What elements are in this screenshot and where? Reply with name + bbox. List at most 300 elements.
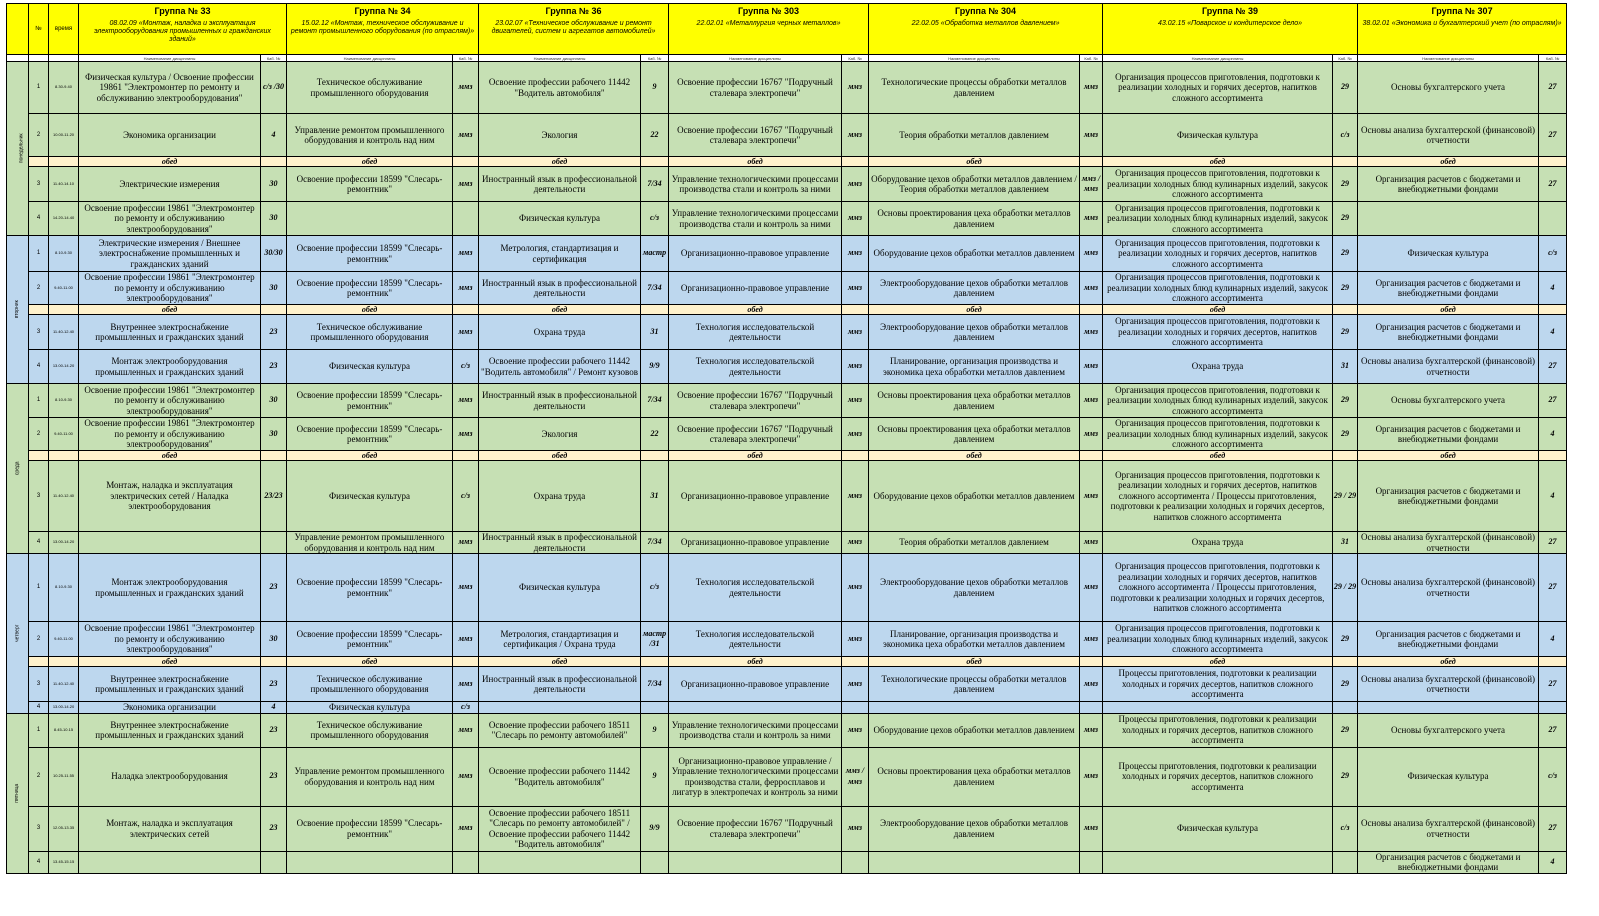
subject-cell: Организация процессов приготовления, подготовки к реализации холодных и горячих десертов, напитков сложного ассортимента / Процессы приготовления, подготовки к реализации холодных и горячих десертов, напитков сложного ассортимента: [1103, 461, 1333, 532]
lesson-number: 2: [29, 272, 49, 305]
room-cell: ммз: [1080, 747, 1103, 806]
subject-cell: Освоение профессии 18599 "Слесарь-ремонтник": [287, 167, 453, 202]
subject-cell: Управление ремонтом промышленного оборудования и контроль над ним: [287, 114, 453, 157]
subject-cell: Освоение профессии 19861 "Электромонтер по ремонту и обслуживанию электрооборудования": [79, 418, 261, 451]
subject-cell: Управление ремонтом промышленного оборудования и контроль над ним: [287, 747, 453, 806]
room-cell: 29: [1333, 713, 1358, 747]
room-cell: ммз: [842, 622, 869, 657]
subject-cell: Освоение профессии 16767 "Подручный сталевара электропечи": [669, 384, 842, 418]
room-cell: [641, 702, 669, 714]
lesson-time: 13.45-15.15: [49, 851, 79, 873]
lesson-time: 8.10-9.30: [49, 236, 79, 272]
room-cell: мастр: [641, 236, 669, 272]
lunch-room-cell: [641, 157, 669, 167]
subject-cell: Внутреннее электроснабжение промышленных и гражданских зданий: [79, 667, 261, 702]
room-cell: ммз: [1080, 272, 1103, 305]
subject-cell: Организация процессов приготовления, подготовки к реализации холодных блюд кулинарных изделий, закусок сложного ассортимента: [1103, 622, 1333, 657]
room-cell: с/з: [453, 702, 479, 714]
subject-cell: Оборудование цехов обработки металлов давлением: [869, 713, 1080, 747]
lesson-row: [7, 418, 1567, 451]
subheader-subject: Наименование дисциплины: [479, 55, 641, 62]
lunch-room-cell: [453, 305, 479, 315]
subject-cell: Основы проектирования цеха обработки металлов давлением: [869, 747, 1080, 806]
subject-cell: [79, 532, 261, 554]
subject-cell: Организация расчетов с бюджетами и внебюджетными фондами: [1358, 461, 1539, 532]
lunch-room-cell: [842, 157, 869, 167]
lunch-room-cell: [1539, 657, 1567, 667]
subject-cell: Физическая культура: [1103, 114, 1333, 157]
group-header-36: [479, 4, 669, 55]
subject-cell: Организация процессов приготовления, подготовки к реализации холодных блюд кулинарных изделий, закусок сложного ассортимента: [1103, 167, 1333, 202]
lunch-room-cell: [1539, 451, 1567, 461]
subject-cell: Физическая культура: [287, 350, 453, 384]
room-cell: с/з: [641, 554, 669, 622]
lunch-room-cell: [261, 157, 287, 167]
room-cell: ммз: [453, 62, 479, 114]
subject-cell: Освоение профессии 18599 "Слесарь-ремонтник": [287, 384, 453, 418]
group-specialty: 23.02.07 «Техническое обслуживание и ремонт двигателей, систем и агрегатов автомобилей»: [491, 20, 656, 35]
lunch-room-cell: [641, 451, 669, 461]
lesson-row: [7, 713, 1567, 747]
lesson-row: [7, 851, 1567, 873]
room-cell: 9: [641, 747, 669, 806]
lunch-cell: обед: [287, 451, 453, 461]
room-cell: ммз: [1080, 461, 1103, 532]
room-cell: 27: [1539, 114, 1567, 157]
group-specialty: 15.02.12 «Монтаж, техническое обслуживание и ремонт промышленного оборудования (по отраслям)»: [290, 20, 475, 35]
subject-cell: Организация процессов приготовления, подготовки к реализации холодных и горячих десертов, напитков сложного ассортимента: [1103, 315, 1333, 350]
room-cell: 23: [261, 315, 287, 350]
subject-cell: Монтаж электрооборудования промышленных и гражданских зданий: [79, 554, 261, 622]
room-cell: ммз: [1080, 532, 1103, 554]
lunch-room-cell: [1333, 305, 1358, 315]
lesson-row: [7, 384, 1567, 418]
room-cell: 27: [1539, 554, 1567, 622]
lunch-room-cell: [641, 305, 669, 315]
subject-cell: Монтаж электрооборудования промышленных и гражданских зданий: [79, 350, 261, 384]
room-cell: [641, 851, 669, 873]
subject-cell: Технологические процессы обработки металлов давлением: [869, 667, 1080, 702]
room-cell: 4: [261, 114, 287, 157]
lesson-row: [7, 532, 1567, 554]
lunch-cell: обед: [79, 657, 261, 667]
lunch-cell: обед: [287, 657, 453, 667]
subject-cell: Освоение профессии 18599 "Слесарь-ремонтник": [287, 236, 453, 272]
subject-cell: Управление ремонтом промышленного оборудования и контроль над ним: [287, 532, 453, 554]
room-cell: 9: [641, 62, 669, 114]
room-cell: 29: [1333, 62, 1358, 114]
lunch-cell: обед: [287, 305, 453, 315]
lesson-time: 14.20-14.40: [49, 202, 79, 236]
subject-cell: Основы анализа бухгалтерской (финансовой) отчетности: [1358, 532, 1539, 554]
subject-cell: Метрология, стандартизация и сертификация: [479, 236, 641, 272]
subject-cell: Иностранный язык в профессиональной деятельности: [479, 272, 641, 305]
room-cell: ммз: [1080, 554, 1103, 622]
room-cell: ммз: [453, 114, 479, 157]
subject-cell: Освоение профессии 16767 "Подручный сталевара электропечи": [669, 62, 842, 114]
lesson-number: 4: [29, 702, 49, 714]
lunch-time: [49, 451, 79, 461]
subject-cell: Физическая культура: [479, 554, 641, 622]
lunch-cell: обед: [79, 305, 261, 315]
subject-cell: Управление технологическими процессами производства стали и контроль за ними: [669, 202, 842, 236]
lesson-row: [7, 622, 1567, 657]
room-cell: ммз: [1080, 62, 1103, 114]
lesson-time: 10.25-11.55: [49, 747, 79, 806]
room-cell: 31: [641, 315, 669, 350]
subheader-room: Каб. №: [1539, 55, 1567, 62]
subject-cell: Технология исследовательской деятельности: [669, 315, 842, 350]
lesson-row: [7, 272, 1567, 305]
subject-cell: [869, 851, 1080, 873]
subject-cell: Освоение профессии 19861 "Электромонтер по ремонту и обслуживанию электрооборудования": [79, 202, 261, 236]
lunch-cell: обед: [1358, 657, 1539, 667]
room-cell: ммз: [453, 622, 479, 657]
subject-cell: Экономика организации: [79, 702, 261, 714]
schedule-body: [7, 4, 1567, 874]
subject-cell: Организация процессов приготовления, подготовки к реализации холодных и горячих десертов, напитков сложного ассортимента / Процессы приготовления, подготовки к реализации холодных и горячих десертов, напитков сложного ассортимента: [1103, 554, 1333, 622]
subject-cell: Основы проектирования цеха обработки металлов давлением: [869, 418, 1080, 451]
lunch-room-cell: [261, 657, 287, 667]
room-cell: ммз: [842, 315, 869, 350]
subject-cell: Техническое обслуживание промышленного оборудования: [287, 315, 453, 350]
lunch-row: [7, 305, 1567, 315]
subject-cell: Наладка электрооборудования: [79, 747, 261, 806]
room-cell: ммз: [1080, 202, 1103, 236]
room-cell: 30: [261, 622, 287, 657]
subheader-room: Каб. №: [1080, 55, 1103, 62]
subject-cell: Электрические измерения: [79, 167, 261, 202]
day-label: понедельник: [18, 133, 25, 164]
subject-cell: Иностранный язык в профессиональной деятельности: [479, 167, 641, 202]
room-cell: ммз / ммз: [842, 747, 869, 806]
lesson-time: 8.45-10.15: [49, 713, 79, 747]
subject-cell: Организационно-правовое управление: [669, 532, 842, 554]
subject-cell: Освоение профессии рабочего 11442 "Водитель автомобиля": [479, 747, 641, 806]
room-cell: ммз: [1080, 806, 1103, 851]
room-cell: ммз: [453, 272, 479, 305]
subject-cell: Электрооборудование цехов обработки металлов давлением: [869, 806, 1080, 851]
subheader-row: [7, 55, 1567, 62]
subheader-room: Каб. №: [261, 55, 287, 62]
room-cell: ммз: [453, 554, 479, 622]
room-cell: ммз: [842, 272, 869, 305]
subject-cell: Управление технологическими процессами производства стали и контроль за ними: [669, 713, 842, 747]
room-cell: 7/34: [641, 667, 669, 702]
subject-cell: Освоение профессии 18599 "Слесарь-ремонтник": [287, 418, 453, 451]
subject-cell: Техническое обслуживание промышленного оборудования: [287, 62, 453, 114]
room-cell: [842, 851, 869, 873]
room-cell: 29: [1333, 747, 1358, 806]
subject-cell: Технология исследовательской деятельности: [669, 350, 842, 384]
lesson-time: 8.10-9.30: [49, 554, 79, 622]
lunch-time: [49, 657, 79, 667]
lunch-num: [29, 157, 49, 167]
room-cell: [453, 851, 479, 873]
lesson-number: 4: [29, 851, 49, 873]
room-cell: 23: [261, 667, 287, 702]
subject-cell: Организация процессов приготовления, подготовки к реализации холодных блюд кулинарных изделий, закусок сложного ассортимента: [1103, 384, 1333, 418]
lesson-number: 1: [29, 384, 49, 418]
group-header-307: [1358, 4, 1567, 55]
room-cell: 27: [1539, 667, 1567, 702]
lunch-cell: обед: [79, 157, 261, 167]
room-cell: ммз: [842, 461, 869, 532]
room-cell: 29 / 29: [1333, 461, 1358, 532]
subject-cell: Организационно-правовое управление: [669, 461, 842, 532]
subject-cell: Оборудование цехов обработки металлов давлением: [869, 236, 1080, 272]
room-cell: 29: [1333, 622, 1358, 657]
group-specialty: 08.02.09 «Монтаж, наладка и эксплуатация электрооборудования промышленных и гражданских зданий»: [94, 20, 271, 43]
lesson-number: 3: [29, 315, 49, 350]
room-cell: ммз: [842, 806, 869, 851]
subheader-subject: Наименование дисциплины: [869, 55, 1080, 62]
lunch-room-cell: [1333, 451, 1358, 461]
subheader-room: Каб. №: [1333, 55, 1358, 62]
room-cell: [842, 702, 869, 714]
lesson-time: 11.40-12.40: [49, 667, 79, 702]
lesson-row: [7, 747, 1567, 806]
room-cell: [1080, 851, 1103, 873]
room-cell: ммз: [842, 202, 869, 236]
room-cell: 4: [1539, 315, 1567, 350]
lesson-row: [7, 236, 1567, 272]
lunch-cell: обед: [669, 157, 842, 167]
subject-cell: Оборудование цехов обработки металлов давлением / Теория обработки металлов давлением: [869, 167, 1080, 202]
room-cell: 23: [261, 554, 287, 622]
room-cell: ммз: [453, 236, 479, 272]
group-specialty: 38.02.01 «Экономика и бухгалтерский учет (по отраслям)»: [1362, 20, 1562, 27]
lunch-cell: обед: [1358, 451, 1539, 461]
subject-cell: [869, 702, 1080, 714]
room-cell: ммз: [453, 418, 479, 451]
room-cell: 4: [1539, 622, 1567, 657]
lunch-room-cell: [1080, 657, 1103, 667]
room-cell: с/з: [453, 350, 479, 384]
subject-cell: Основы бухгалтерского учета: [1358, 384, 1539, 418]
subject-cell: Освоение профессии 16767 "Подручный сталевара электропечи": [669, 418, 842, 451]
lunch-cell: обед: [869, 657, 1080, 667]
subject-cell: Освоение профессии 18599 "Слесарь-ремонтник": [287, 806, 453, 851]
subject-cell: Освоение профессии рабочего 18511 "Слесарь по ремонту автомобилей" / Освоение профессии рабочего 11442 "Водитель автомобиля": [479, 806, 641, 851]
room-cell: 9/9: [641, 350, 669, 384]
subject-cell: Физическая культура: [1103, 806, 1333, 851]
group-title: Группа № 304: [954, 6, 1017, 16]
subject-cell: Основы анализа бухгалтерской (финансовой) отчетности: [1358, 806, 1539, 851]
schedule-table: [6, 3, 1567, 874]
room-cell: ммз: [1080, 713, 1103, 747]
day-label-cell: [7, 554, 29, 714]
subject-cell: Планирование, организация производства и экономика цеха обработки металлов давлением: [869, 350, 1080, 384]
subject-cell: Электрические измерения / Внешнее электроснабжение промышленных и гражданских зданий: [79, 236, 261, 272]
subject-cell: Физическая культура: [287, 461, 453, 532]
group-specialty: 43.02.15 «Поварское и кондитерское дело»: [1158, 20, 1302, 27]
subject-cell: [479, 702, 641, 714]
group-title: Группа № 39: [1201, 6, 1259, 16]
room-cell: 30: [261, 384, 287, 418]
subject-cell: Организационно-правовое управление: [669, 272, 842, 305]
subject-cell: [79, 851, 261, 873]
room-cell: 30/30: [261, 236, 287, 272]
group-header-303: [669, 4, 869, 55]
subject-cell: Охрана труда: [479, 315, 641, 350]
room-cell: 4: [1539, 851, 1567, 873]
room-cell: 7/34: [641, 532, 669, 554]
room-cell: 22: [641, 114, 669, 157]
room-cell: 29: [1333, 384, 1358, 418]
subject-cell: Основы анализа бухгалтерской (финансовой) отчетности: [1358, 554, 1539, 622]
lesson-row: [7, 315, 1567, 350]
subject-cell: Освоение профессии 18599 "Слесарь-ремонтник": [287, 622, 453, 657]
lesson-row: [7, 350, 1567, 384]
subheader-room: Каб. №: [453, 55, 479, 62]
lunch-room-cell: [1333, 157, 1358, 167]
lunch-room-cell: [1080, 305, 1103, 315]
subject-cell: Организация расчетов с бюджетами и внебюджетными фондами: [1358, 272, 1539, 305]
subject-cell: Экономика организации: [79, 114, 261, 157]
room-cell: 29 / 29: [1333, 554, 1358, 622]
subject-cell: Организация процессов приготовления, подготовки к реализации холодных и горячих десертов, напитков сложного ассортимента: [1103, 236, 1333, 272]
subject-cell: Монтаж, наладка и эксплуатация электрических сетей / Наладка электрооборудования: [79, 461, 261, 532]
room-cell: ммз: [842, 384, 869, 418]
room-cell: ммз: [842, 667, 869, 702]
lunch-room-cell: [453, 157, 479, 167]
subject-cell: Процессы приготовления, подготовки к реализации холодных и горячих десертов, напитков сложного ассортимента: [1103, 713, 1333, 747]
lunch-room-cell: [1539, 157, 1567, 167]
subject-cell: Технология исследовательской деятельности: [669, 622, 842, 657]
room-cell: 23: [261, 747, 287, 806]
lunch-row: [7, 657, 1567, 667]
day-label: вторник: [14, 300, 21, 319]
subject-cell: [1103, 851, 1333, 873]
lesson-number: 1: [29, 236, 49, 272]
room-cell: ммз: [842, 62, 869, 114]
room-cell: ммз: [842, 418, 869, 451]
room-cell: [1539, 202, 1567, 236]
room-cell: с/з: [453, 461, 479, 532]
group-title: Группа № 33: [154, 6, 211, 16]
room-cell: 27: [1539, 167, 1567, 202]
room-cell: ммз: [842, 532, 869, 554]
subheader-room: Каб. №: [842, 55, 869, 62]
room-cell: 29: [1333, 272, 1358, 305]
lesson-row: [7, 114, 1567, 157]
lesson-number: 2: [29, 747, 49, 806]
subject-cell: Технологические процессы обработки металлов давлением: [869, 62, 1080, 114]
subject-cell: Освоение профессии 16767 "Подручный сталевара электропечи": [669, 806, 842, 851]
lesson-row: [7, 62, 1567, 114]
subject-cell: Освоение профессии рабочего 18511 "Слесарь по ремонту автомобилей": [479, 713, 641, 747]
room-cell: ммз: [453, 532, 479, 554]
room-cell: с/з: [1539, 236, 1567, 272]
group-header-304: [869, 4, 1103, 55]
subject-cell: Освоение профессии 19861 "Электромонтер по ремонту и обслуживанию электрооборудования": [79, 272, 261, 305]
lunch-num: [29, 305, 49, 315]
subject-cell: Организация расчетов с бюджетами и внебюджетными фондами: [1358, 315, 1539, 350]
lunch-cell: обед: [479, 305, 641, 315]
lesson-time: 8.30-9.40: [49, 62, 79, 114]
lesson-number: 3: [29, 667, 49, 702]
lunch-time: [49, 305, 79, 315]
subject-cell: [479, 851, 641, 873]
subject-cell: Освоение профессии 18599 "Слесарь-ремонтник": [287, 554, 453, 622]
group-specialty: 22.02.01 «Металлургия черных металлов»: [696, 20, 841, 27]
subject-cell: Освоение профессии 19861 "Электромонтер по ремонту и обслуживанию электрооборудования": [79, 622, 261, 657]
room-cell: 23: [261, 350, 287, 384]
subject-cell: Основы бухгалтерского учета: [1358, 62, 1539, 114]
room-cell: 7/34: [641, 384, 669, 418]
day-label: среда: [14, 461, 21, 476]
lunch-cell: обед: [1358, 305, 1539, 315]
lesson-time: 9.40-11.00: [49, 622, 79, 657]
subject-cell: Физическая культура: [479, 202, 641, 236]
room-cell: 27: [1539, 806, 1567, 851]
lesson-number: 4: [29, 532, 49, 554]
room-cell: 30: [261, 167, 287, 202]
room-cell: 30: [261, 418, 287, 451]
lunch-room-cell: [842, 305, 869, 315]
subject-cell: Организация процессов приготовления, подготовки к реализации холодных блюд кулинарных изделий, закусок сложного ассортимента: [1103, 418, 1333, 451]
lesson-time: 11.40-12.40: [49, 461, 79, 532]
group-title: Группа № 307: [1431, 6, 1493, 16]
lesson-row: [7, 167, 1567, 202]
room-cell: ммз: [842, 350, 869, 384]
room-cell: ммз: [842, 114, 869, 157]
room-cell: 4: [1539, 418, 1567, 451]
subject-cell: Электрооборудование цехов обработки металлов давлением: [869, 272, 1080, 305]
header-num-cell: №: [29, 4, 49, 55]
subject-cell: Организация процессов приготовления, подготовки к реализации холодных блюд кулинарных изделий, закусок сложного ассортимента: [1103, 202, 1333, 236]
subject-cell: Организация расчетов с бюджетами и внебюджетными фондами: [1358, 418, 1539, 451]
lunch-num: [29, 657, 49, 667]
subject-cell: Организационно-правовое управление: [669, 667, 842, 702]
room-cell: 31: [1333, 350, 1358, 384]
room-cell: 4: [1539, 461, 1567, 532]
lesson-number: 1: [29, 713, 49, 747]
subject-cell: [287, 851, 453, 873]
room-cell: [1080, 702, 1103, 714]
day-label-cell: [7, 713, 29, 873]
lunch-row: [7, 451, 1567, 461]
lunch-cell: обед: [287, 157, 453, 167]
lunch-cell: обед: [869, 451, 1080, 461]
subject-cell: Организация процессов приготовления, подготовки к реализации холодных блюд кулинарных изделий, закусок сложного ассортимента: [1103, 272, 1333, 305]
lesson-number: 3: [29, 806, 49, 851]
lunch-cell: обед: [1103, 305, 1333, 315]
room-cell: 29: [1333, 236, 1358, 272]
subject-cell: Внутреннее электроснабжение промышленных и гражданских зданий: [79, 713, 261, 747]
lunch-room-cell: [842, 657, 869, 667]
subject-cell: Иностранный язык в профессиональной деятельности: [479, 384, 641, 418]
subject-cell: [1103, 702, 1333, 714]
subject-cell: Основы бухгалтерского учета: [1358, 713, 1539, 747]
subject-cell: Физическая культура: [1358, 236, 1539, 272]
lesson-number: 4: [29, 350, 49, 384]
room-cell: 23: [261, 806, 287, 851]
subject-cell: Основы проектирования цеха обработки металлов давлением: [869, 202, 1080, 236]
subheader-room: Каб. №: [641, 55, 669, 62]
lunch-cell: обед: [1103, 157, 1333, 167]
room-cell: 23: [261, 713, 287, 747]
room-cell: 29: [1333, 667, 1358, 702]
lunch-cell: обед: [1103, 451, 1333, 461]
room-cell: ммз: [453, 667, 479, 702]
room-cell: ммз: [453, 167, 479, 202]
room-cell: ммз: [842, 554, 869, 622]
subheader-subject: Наименование дисциплины: [1103, 55, 1333, 62]
lesson-row: [7, 806, 1567, 851]
subject-cell: Планирование, организация производства и экономика цеха обработки металлов давлением: [869, 622, 1080, 657]
